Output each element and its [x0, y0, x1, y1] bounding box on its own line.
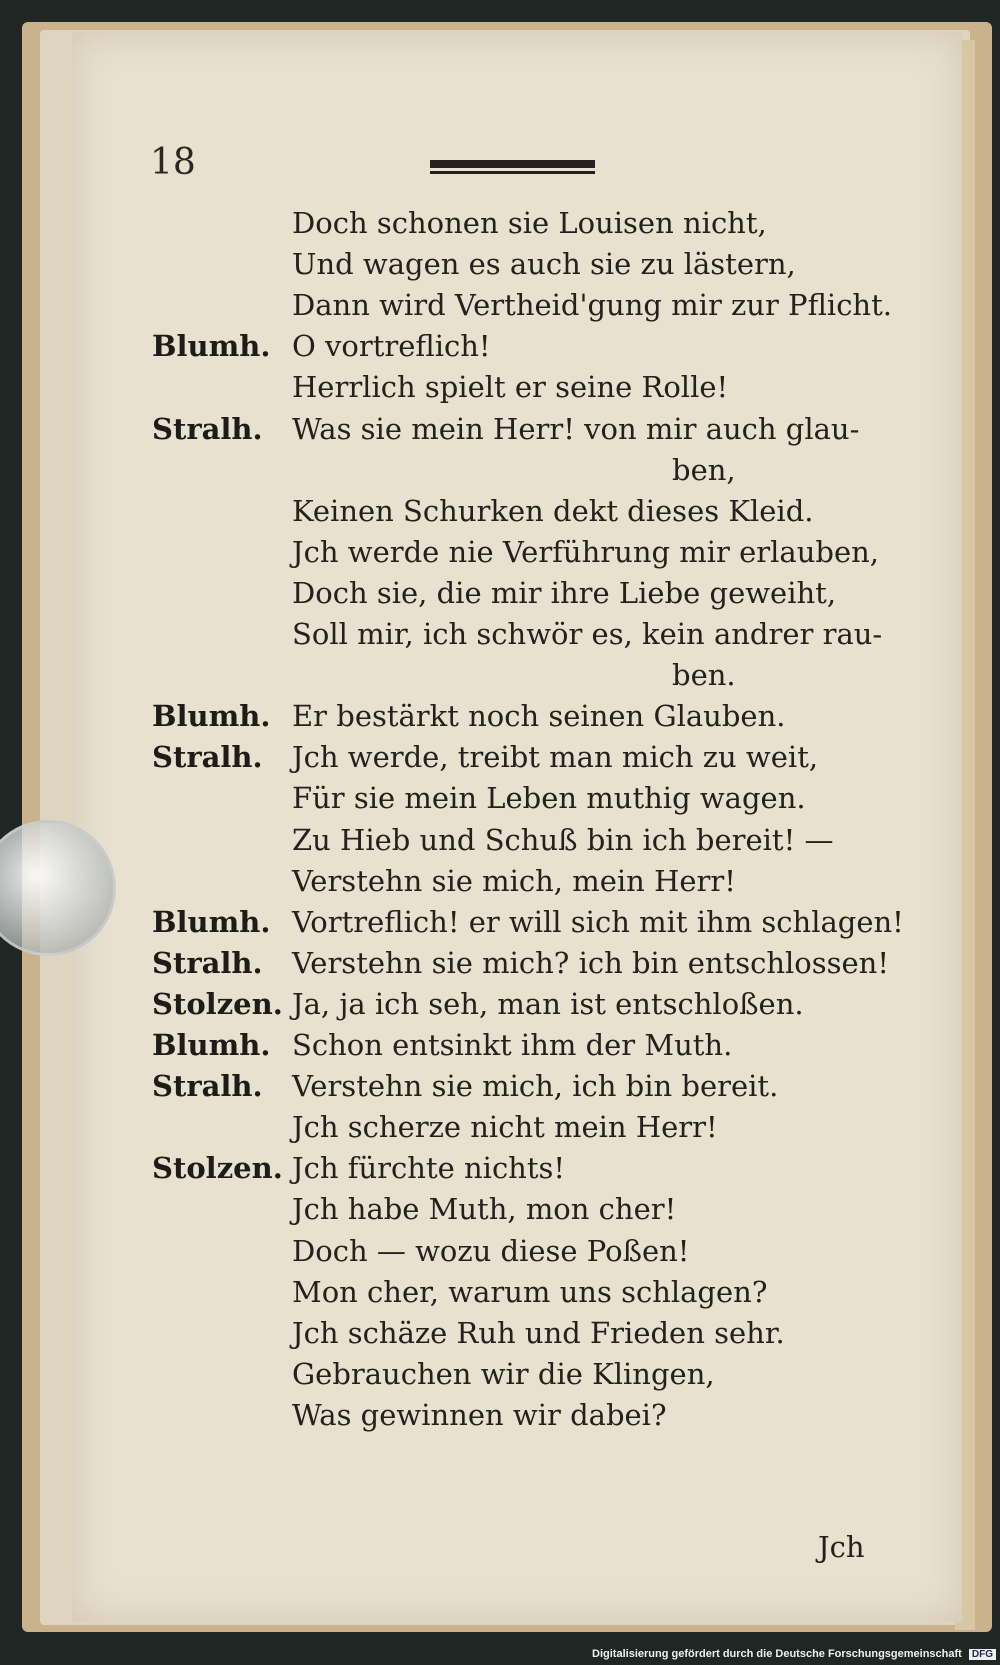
verse-text: Doch sie, die mir ihre Liebe geweiht, — [292, 575, 837, 610]
verse-line — [0, 1069, 1000, 1111]
verse-line — [0, 1151, 1000, 1193]
verse-line — [0, 1028, 1000, 1070]
hyphen-continuation: ben. — [672, 658, 736, 693]
speaker-label: Blumh. — [152, 904, 271, 939]
speaker-label: Stralh. — [152, 945, 263, 980]
verse-text: Schon entsinkt ihm der Muth. — [292, 1028, 733, 1062]
verse-line — [0, 453, 1000, 495]
speaker-label: Blumh. — [152, 699, 271, 734]
hyphen-continuation: ben, — [672, 452, 736, 487]
verse-text: Doch schonen sie Louisen nicht, — [292, 206, 767, 240]
verse-line — [0, 699, 1000, 741]
verse-text: Ja, ja ich seh, man ist entschloßen. — [292, 986, 804, 1021]
verse-line — [0, 1110, 1000, 1152]
verse-text: Doch — wozu diese Poßen! — [292, 1233, 690, 1268]
verse-text: Keinen Schurken dekt dieses Kleid. — [292, 493, 814, 528]
verse-line — [0, 617, 1000, 659]
verse-text: O vortreflich! — [292, 329, 491, 364]
verse-line — [0, 247, 1000, 289]
verse-text: Herrlich spielt er seine Rolle! — [292, 370, 729, 405]
verse-line — [0, 905, 1000, 947]
verse-text: Gebrauchen wir die Klingen, — [292, 1356, 715, 1391]
verse-text: Jch werde, treibt man mich zu weit, — [292, 740, 819, 775]
verse-line — [0, 535, 1000, 577]
speaker-label: Blumh. — [152, 1028, 271, 1062]
verse-text: Verstehn sie mich, mein Herr! — [292, 863, 736, 898]
verse-line — [0, 206, 1000, 248]
verse-text: Soll mir, ich schwör es, kein andrer rau- — [292, 617, 883, 651]
verse-line — [0, 823, 1000, 865]
speaker-label: Blumh. — [152, 329, 271, 364]
verse-line — [0, 1316, 1000, 1358]
verse-text: Jch schäze Ruh und Frieden sehr. — [292, 1315, 785, 1350]
speaker-label: Stolzen. — [152, 1151, 283, 1186]
verse-line — [0, 740, 1000, 782]
verse-text: Was gewinnen wir dabei? — [292, 1397, 667, 1432]
verse-text: Mon cher, warum uns schlagen? — [292, 1274, 768, 1309]
speaker-label: Stralh. — [152, 740, 263, 775]
header-ornament — [430, 160, 595, 176]
verse-line — [0, 1398, 1000, 1440]
verse-line — [0, 412, 1000, 454]
verse-line — [0, 288, 1000, 330]
verse-text: Zu Hieb und Schuß bin ich bereit! — — [292, 822, 834, 857]
dfg-logo: DFG — [969, 1649, 996, 1660]
catchword: Jch — [818, 1530, 865, 1564]
page-number: 18 — [150, 142, 196, 183]
verse-line — [0, 329, 1000, 371]
verse-line — [0, 781, 1000, 823]
verse-line — [0, 1192, 1000, 1234]
verse-text: Was sie mein Herr! von mir auch glau- — [292, 411, 860, 446]
verse-line — [0, 494, 1000, 536]
footer-credit — [592, 1648, 996, 1660]
verse-text: Dann wird Vertheid'gung mir zur Pflicht. — [292, 288, 892, 323]
verse-line — [0, 576, 1000, 618]
verse-text: Er bestärkt noch seinen Glauben. — [292, 699, 786, 734]
verse-line — [0, 1234, 1000, 1276]
verse-line — [0, 946, 1000, 988]
verse-text: Verstehn sie mich? ich bin entschlossen! — [292, 945, 890, 980]
verse-text: Jch scherze nicht mein Herr! — [292, 1110, 718, 1145]
verse-text: Verstehn sie mich, ich bin bereit. — [292, 1069, 779, 1104]
speaker-label: Stolzen. — [152, 986, 283, 1021]
verse-text: Vortreflich! er will sich mit ihm schlagen! — [292, 904, 904, 939]
speaker-label: Stralh. — [152, 411, 263, 446]
verse-line — [0, 1357, 1000, 1399]
verse-text: Jch habe Muth, mon cher! — [292, 1192, 677, 1227]
verse-line — [0, 987, 1000, 1029]
verse-line — [0, 370, 1000, 412]
verse-text: Für sie mein Leben muthig wagen. — [292, 781, 806, 816]
speaker-label: Stralh. — [152, 1069, 263, 1104]
verse-line — [0, 1275, 1000, 1317]
verse-line — [0, 658, 1000, 700]
footer-text: Digitalisierung gefördert durch die Deutsche Forschungsgemeinschaft — [592, 1648, 962, 1660]
verse-text: Jch werde nie Verführung mir erlauben, — [292, 534, 880, 569]
verse-text: Jch fürchte nichts! — [292, 1151, 566, 1186]
verse-text: Und wagen es auch sie zu lästern, — [292, 247, 796, 282]
verse-line — [0, 864, 1000, 906]
